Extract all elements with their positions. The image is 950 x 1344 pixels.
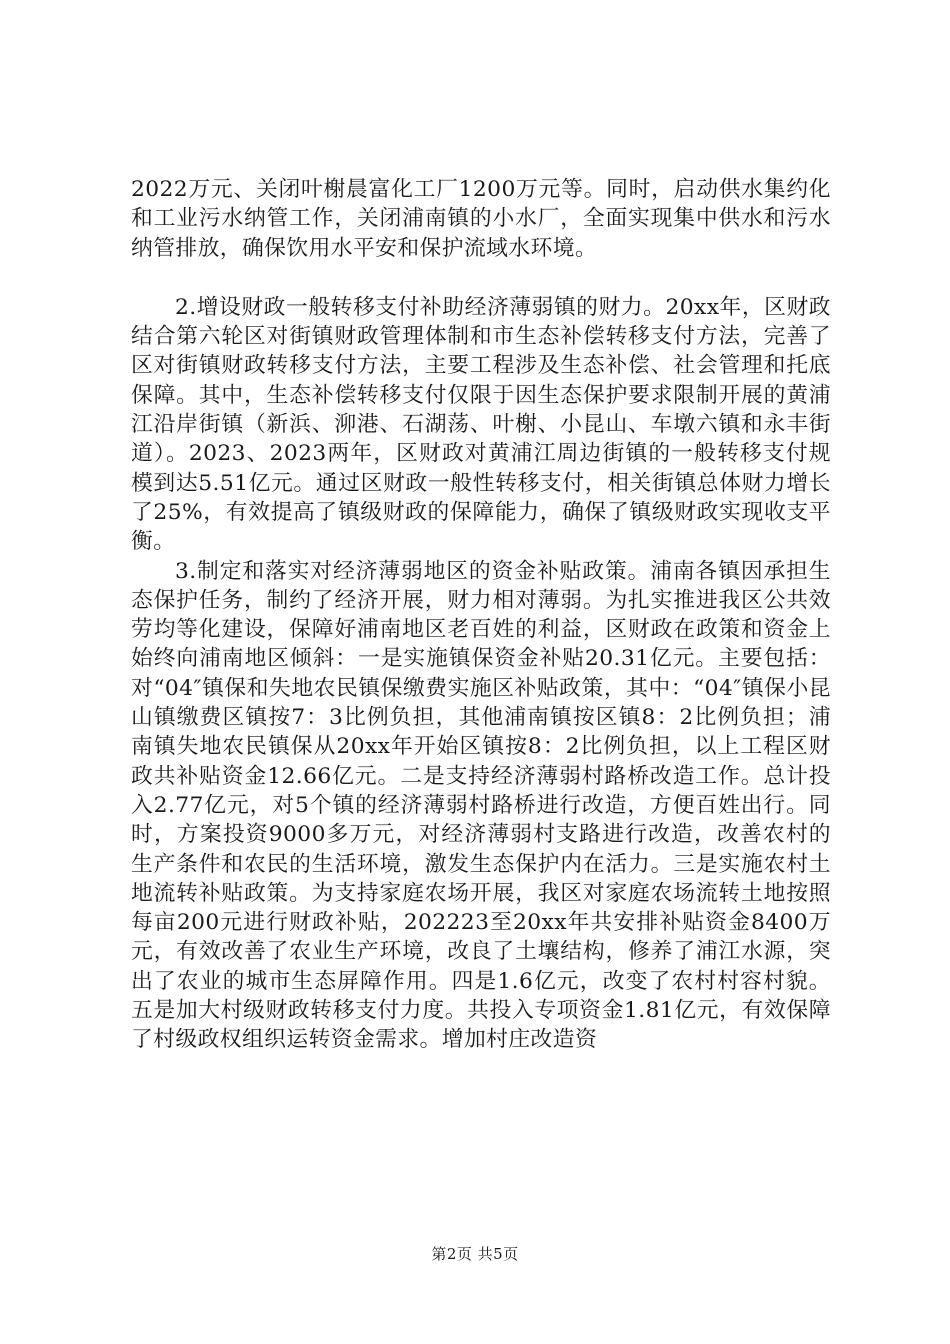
page-number-footer: 第2页 共5页 <box>431 1245 519 1263</box>
paragraph-gap <box>131 263 831 293</box>
paragraph-fiscal-transfer: 2.增设财政一般转移支付补助经济薄弱镇的财力。20xx年，区财政结合第六轮区对街镇财政管理体制和市生态补偿转移支付方法，完善了区对街镇财政转移支付方法，主要工程涉及生态补偿、社会管理和托底保障。其中，生态补偿转移支付仅限于因生态保护要求限制开展的黄浦江沿岸街镇（新浜、泖港、石湖荡、叶榭、小昆山、车墩六镇和永丰街道）。2023、2023两年，区财政对黄浦江周边街镇的一般转移支付规模到达5.51亿元。通过区财政一般性转移支付，相关街镇总体财力增长了25%，有效提高了镇级财政的保障能力，确保了镇级财政实现收支平衡。 <box>131 294 831 555</box>
paragraph-continuation: 2022万元、关闭叶榭晨富化工厂1200万元等。同时，启动供水集约化和工业污水纳管工作，关闭浦南镇的小水厂，全面实现集中供水和污水纳管排放，确保饮用水平安和保护流域水环境。 <box>131 177 831 261</box>
document-body <box>131 175 831 1055</box>
paragraph-subsidy-policy: 3.制定和落实对经济薄弱地区的资金补贴政策。浦南各镇因承担生态保护任务，制约了经济开展，财力相对薄弱。为扎实推进我区公共效劳均等化建设，保障好浦南地区老百姓的利益，区财政在政策和资金上始终向浦南地区倾斜：一是实施镇保资金补贴20.31亿元。主要包括：对“04″镇保和失地农民镇保缴费实施区补贴政策，其中：“04″镇保小昆山镇缴费区镇按7：3比例负担，其他浦南镇按区镇8：2比例负担；浦南镇失地农民镇保从20xx年开始区镇按8：2比例负担，以上工程区财政共补贴资金12.66亿元。二是支持经济薄弱村路桥改造工作。总计投入2.77亿元，对5个镇的经济薄弱村路桥进行改造，方便百姓出行。同时，方案投资9000多万元，对经济薄弱村支路进行改造，改善农村的生产条件和农民的生活环境，激发生态保护内在活力。三是实施农村土地流转补贴政策。为支持家庭农场开展，我区对家庭农场流转土地按照每亩200元进行财政补贴，202223至20xx年共安排补贴资金8400万元，有效改善了农业生产环境，改良了土壤结构，修养了浦江水源，突出了农业的城市生态屏障作用。四是1.6亿元，改变了农村村容村貌。五是加大村级财政转移支付力度。共投入专项资金1.81亿元，有效保障了村级政权组织运转资金需求。增加村庄改造资 <box>131 558 831 1053</box>
